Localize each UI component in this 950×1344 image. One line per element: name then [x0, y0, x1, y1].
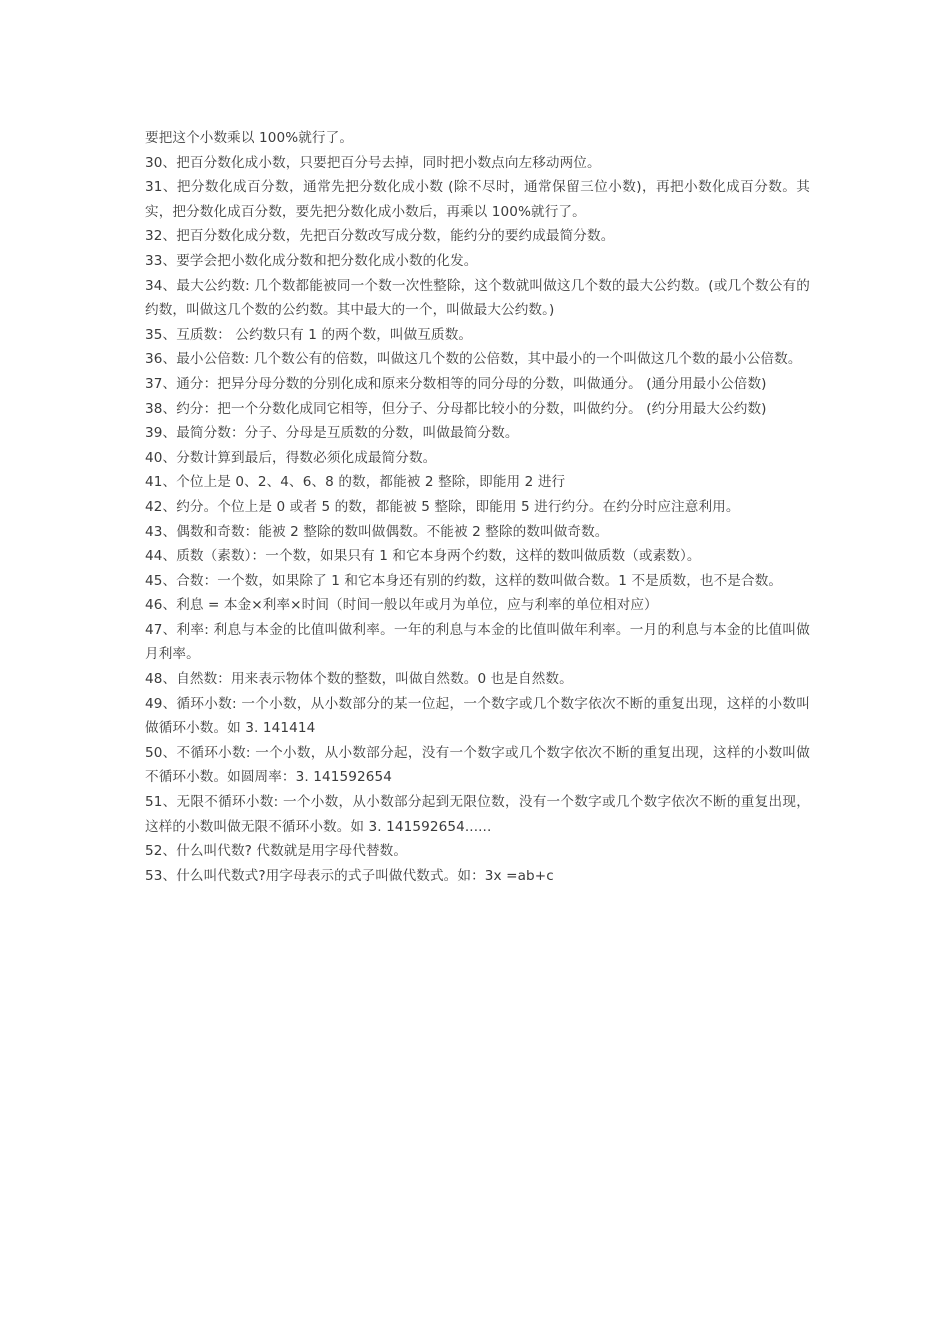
paragraph-30: 30、把百分数化成小数，只要把百分号去掉，同时把小数点向左移动两位。: [145, 154, 601, 171]
paragraph-38: 38、约分：把一个分数化成同它相等，但分子、分母都比较小的分数，叫做约分。 (约分用最大公约数): [145, 400, 767, 417]
paragraph-36: 36、最小公倍数: 几个数公有的倍数，叫做这几个数的公倍数，其中最小的一个叫做这几个数的最小公倍数。: [145, 351, 802, 368]
paragraph-47: 47、利率: 利息与本金的比值叫做利率。一年的利息与本金的比值叫做年利率。一月的利息与本金的比值叫做月利率。: [145, 621, 810, 663]
paragraph-29-continued: 要把这个小数乘以 100%就行了。: [145, 130, 354, 146]
document-body: [145, 126, 810, 888]
paragraph-50: 50、不循环小数: 一个小数，从小数部分起，没有一个数字或几个数字依次不断的重复出现，这样的小数叫做不循环小数。如圆周率：3. 141592654: [145, 744, 810, 786]
paragraph-46: 46、利息 = 本金×利率×时间（时间一般以年或月为单位，应与利率的单位相对应）: [145, 597, 658, 614]
paragraph-42: 42、约分。个位上是 0 或者 5 的数，都能被 5 整除，即能用 5 进行约分。在约分时应注意利用。: [145, 498, 740, 515]
paragraph-43: 43、偶数和奇数：能被 2 整除的数叫做偶数。不能被 2 整除的数叫做奇数。: [145, 523, 609, 540]
paragraph-49: 49、循环小数: 一个小数，从小数部分的某一位起，一个数字或几个数字依次不断的重复出现，这样的小数叫做循环小数。如 3. 141414: [145, 695, 810, 737]
paragraph-34: 34、最大公约数: 几个数都能被同一个数一次性整除，这个数就叫做这几个数的最大公约数。(或几个数公有的约数，叫做这几个数的公约数。其中最大的一个，叫做最大公约数。): [145, 277, 810, 319]
paragraph-33: 33、要学会把小数化成分数和把分数化成小数的化发。: [145, 252, 478, 269]
paragraph-44: 44、质数（素数）：一个数，如果只有 1 和它本身两个约数，这样的数叫做质数（或素数）。: [145, 548, 701, 565]
paragraph-52: 52、什么叫代数? 代数就是用字母代替数。: [145, 843, 408, 860]
paragraph-40: 40、分数计算到最后，得数必须化成最简分数。: [145, 449, 437, 466]
paragraph-32: 32、把百分数化成分数，先把百分数改写成分数，能约分的要约成最简分数。: [145, 228, 615, 245]
paragraph-41: 41、个位上是 0、2、4、6、8 的数，都能被 2 整除，即能用 2 进行: [145, 474, 566, 491]
paragraph-31: 31、把分数化成百分数，通常先把分数化成小数 (除不尽时，通常保留三位小数)，再把小数化成百分数。其实，把分数化成百分数，要先把分数化成小数后，再乘以 100%就行了。: [145, 179, 810, 220]
paragraph-51: 51、无限不循环小数: 一个小数，从小数部分起到无限位数，没有一个数字或几个数字依次不断的重复出现，这样的小数叫做无限不循环小数。如 3. 141592654......: [145, 794, 810, 835]
paragraph-45: 45、合数：一个数，如果除了 1 和它本身还有别的约数，这样的数叫做合数。1 不是质数，也不是合数。: [145, 572, 783, 589]
paragraph-37: 37、通分：把异分母分数的分别化成和原来分数相等的同分母的分数，叫做通分。 (通分用最小公倍数): [145, 375, 767, 392]
paragraph-35: 35、互质数： 公约数只有 1 的两个数，叫做互质数。: [145, 326, 473, 343]
paragraph-39: 39、最简分数：分子、分母是互质数的分数，叫做最简分数。: [145, 425, 519, 442]
paragraph-53: 53、什么叫代数式?用字母表示的式子叫做代数式。如：3x =ab+c: [145, 867, 554, 884]
paragraph-48: 48、自然数：用来表示物体个数的整数，叫做自然数。0 也是自然数。: [145, 671, 573, 688]
